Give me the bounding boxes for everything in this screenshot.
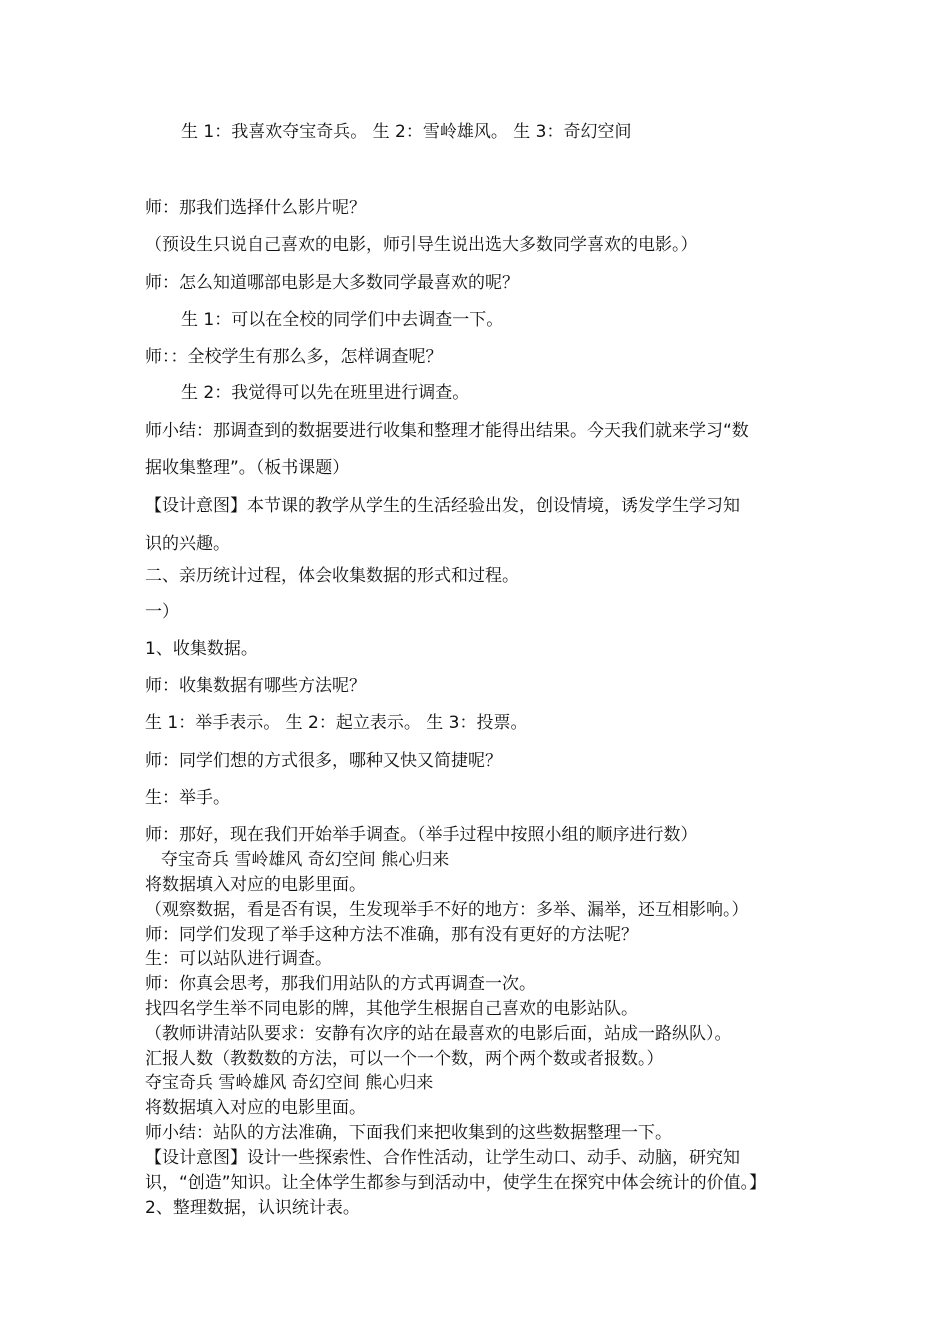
text-line: 师小结：那调查到的数据要进行收集和整理才能得出结果。今天我们就来学习“数: [145, 421, 749, 441]
text-line: （预设生只说自己喜欢的电影，师引导生说出选大多数同学喜欢的电影。）: [145, 235, 698, 255]
text-line: 师：那我们选择什么影片呢？: [145, 198, 366, 218]
text-line: 生 1：可以在全校的同学们中去调查一下。: [181, 310, 504, 330]
text-line: 据收集整理”。（板书课题）: [145, 458, 350, 478]
text-line: 生 1：举手表示。 生 2：起立表示。 生 3：投票。: [145, 713, 528, 733]
text-line: 识，“创造”知识。让全体学生都参与到活动中，使学生在探究中体会统计的价值。】: [145, 1173, 767, 1193]
text-line: （观察数据，看是否有误，生发现举手不好的地方：多举、漏举，还互相影响。）: [145, 900, 749, 920]
text-line: 【设计意图】设计一些探索性、合作性活动，让学生动口、动手、动脑，研究知: [145, 1148, 740, 1168]
text-line: 师：那好，现在我们开始举手调查。（举手过程中按照小组的顺序进行数）: [145, 825, 698, 845]
text-line: 生 1：我喜欢夺宝奇兵。 生 2：雪岭雄风。 生 3：奇幻空间: [181, 122, 632, 142]
text-line: 生：举手。: [145, 788, 230, 808]
text-line: 师：收集数据有哪些方法呢？: [145, 676, 366, 696]
text-line: 师：怎么知道哪部电影是大多数同学最喜欢的呢？: [145, 273, 519, 293]
text-line: 【设计意图】本节课的教学从学生的生活经验出发，创设情境，诱发学生学习知: [145, 496, 740, 516]
text-line: 一）: [145, 602, 179, 622]
text-line: 师：同学们发现了举手这种方法不准确，那有没有更好的方法呢？: [145, 925, 638, 945]
text-line: 生：可以站队进行调查。: [145, 949, 332, 969]
text-line: 1、收集数据。: [145, 639, 258, 659]
text-line: 汇报人数（教数数的方法，可以一个一个数，两个两个数或者报数。）: [145, 1049, 664, 1069]
text-line: 师小结：站队的方法准确，下面我们来把收集到的这些数据整理一下。: [145, 1123, 672, 1143]
text-line: 找四名学生举不同电影的牌，其他学生根据自己喜欢的电影站队。: [145, 999, 638, 1019]
text-line: 将数据填入对应的电影里面。: [145, 875, 366, 895]
text-line: 生 2：我觉得可以先在班里进行调查。: [181, 383, 470, 403]
text-line: 师：你真会思考，那我们用站队的方式再调查一次。: [145, 974, 536, 994]
text-line: 师：同学们想的方式很多，哪种又快又简捷呢？: [145, 751, 502, 771]
text-line: 2、整理数据，认识统计表。: [145, 1198, 360, 1218]
text-line: 夺宝奇兵 雪岭雄风 奇幻空间 熊心归来: [161, 850, 450, 870]
text-line: 夺宝奇兵 雪岭雄风 奇幻空间 熊心归来: [145, 1073, 434, 1093]
text-line: （教师讲清站队要求：安静有次序的站在最喜欢的电影后面，站成一路纵队）。: [145, 1024, 732, 1044]
text-line: 师：：全校学生有那么多，怎样调查呢？: [145, 347, 443, 367]
text-line: 将数据填入对应的电影里面。: [145, 1098, 366, 1118]
text-line: 识的兴趣。: [145, 534, 230, 554]
text-line: 二、亲历统计过程，体会收集数据的形式和过程。: [145, 566, 519, 586]
